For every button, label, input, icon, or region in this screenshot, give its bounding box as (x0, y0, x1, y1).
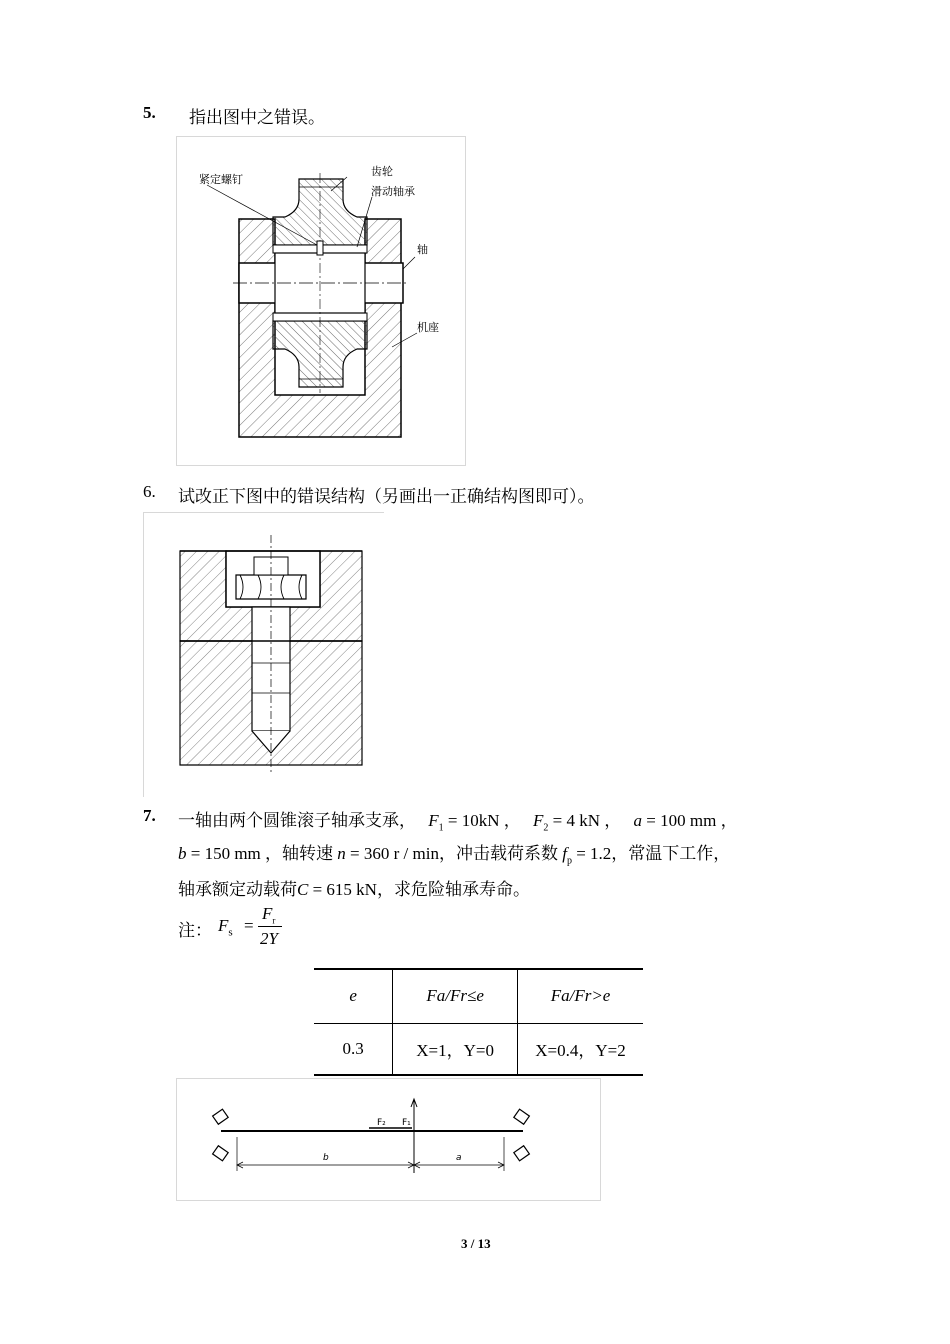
fs-symbol: F (218, 916, 229, 935)
bolt-joint-drawing (144, 513, 384, 797)
table-header-gt: Fa/Fr>e (518, 969, 643, 1023)
c-intro: 轴承额定动载荷 (178, 880, 297, 899)
label-f2: F₂ (377, 1118, 386, 1128)
f1-subscript: 1 (438, 822, 444, 834)
f2-subscript: 2 (543, 822, 549, 834)
shaft-load-drawing (177, 1079, 600, 1200)
c-symbol: C (297, 880, 309, 899)
a-value: = 100 mm ， (646, 811, 738, 830)
b-value: = 150 mm ，轴转速 (190, 844, 334, 863)
q7-line2 (178, 839, 730, 866)
table-row (314, 1023, 643, 1075)
table-cell-e: 0.3 (314, 1023, 393, 1075)
table-header-row (314, 969, 643, 1023)
q6-figure (143, 512, 384, 797)
fp-subscript: p (566, 855, 572, 867)
q6-text: 试改正下图中的错误结构（另画出一正确结构图即可）。 (178, 487, 595, 506)
q6-number: 6. (143, 482, 156, 501)
table-header-le: Fa/Fr≤e (393, 969, 518, 1023)
q7-line1 (178, 806, 738, 833)
fp-symbol: f (562, 844, 567, 863)
q7-figure (176, 1078, 601, 1201)
label-base: 机座 (417, 321, 439, 334)
n-symbol: n (337, 844, 346, 863)
table-header-e: e (314, 969, 393, 1023)
gear-bearing-drawing (177, 137, 465, 465)
f2-value: = 4 kN ， (552, 811, 622, 830)
q7-line3 (178, 875, 530, 900)
q7-table (314, 968, 643, 1076)
n-value: = 360 r / min，冲击载荷系数 (350, 844, 558, 863)
b-symbol: b (178, 844, 187, 863)
note-equals: = (244, 916, 254, 935)
label-sliding-bearing: 滑动轴承 (371, 185, 415, 198)
q7-note (178, 904, 318, 954)
label-f1: F₁ (402, 1118, 411, 1128)
fraction-numerator: F (262, 904, 273, 923)
q5-text: 指出图中之错误。 (189, 108, 325, 127)
table-cell-le: X=1，Y=0 (393, 1023, 518, 1075)
q5-figure (176, 136, 466, 466)
fraction-numerator-subscript: r (272, 915, 276, 926)
c-value: = 615 kN，求危险轴承寿命。 (312, 880, 530, 899)
label-shaft: 轴 (417, 243, 428, 256)
fs-subscript: s (228, 926, 233, 939)
f1-symbol: F (428, 811, 439, 830)
table-cell-gt: X=0.4，Y=2 (518, 1023, 643, 1075)
page-number: 3 / 13 (461, 1236, 491, 1251)
q7-intro: 一轴由两个圆锥滚子轴承支承， (178, 811, 416, 830)
fraction-bar (258, 926, 282, 927)
q7-number: 7. (143, 806, 156, 825)
note-label: 注： (178, 921, 212, 940)
label-b: b (323, 1153, 329, 1163)
label-set-screw: 紧定螺钉 (199, 173, 243, 186)
fraction-denominator: 2Y (260, 929, 278, 948)
f2-symbol: F (533, 811, 544, 830)
f1-value: = 10kN ， (447, 811, 521, 830)
a-symbol: a (633, 811, 643, 830)
q5-number: 5. (143, 103, 156, 122)
fp-value: = 1.2，常温下工作， (576, 844, 731, 863)
label-a: a (456, 1153, 462, 1163)
label-gear: 齿轮 (371, 165, 393, 178)
